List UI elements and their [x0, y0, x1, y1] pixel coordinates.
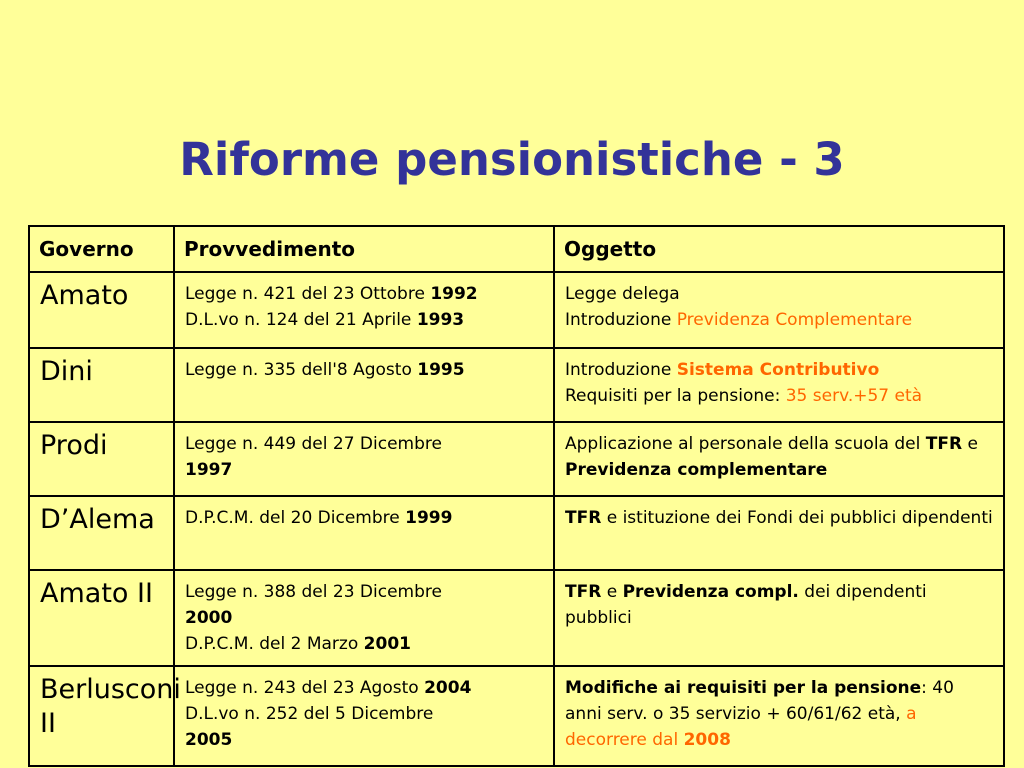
table-row	[29, 666, 1004, 766]
table-row	[29, 272, 1004, 348]
oggetto-line: TFR e istituzione dei Fondi dei pubblici dipendenti	[565, 508, 993, 528]
table-row	[29, 422, 1004, 496]
header-oggetto: Oggetto	[554, 226, 1004, 272]
provvedimento-cell	[174, 348, 554, 422]
provv-line: D.L.vo n. 252 del 5 Dicembre 2005	[185, 704, 434, 750]
table-header-row	[29, 226, 1004, 272]
header-provvedimento: Provvedimento	[174, 226, 554, 272]
oggetto-line: Introduzione Previdenza Complementare	[565, 310, 913, 330]
oggetto-cell	[554, 570, 1004, 666]
provv-line: Legge n. 335 dell'8 Agosto 1995	[185, 360, 465, 380]
reforms-table	[28, 225, 1005, 767]
slide-title: Riforme pensionistiche - 3	[179, 133, 845, 186]
provvedimento-cell	[174, 570, 554, 666]
oggetto-cell	[554, 272, 1004, 348]
provv-line: Legge n. 449 del 27 Dicembre 1997	[185, 434, 442, 480]
governo-cell: Amato	[29, 272, 174, 348]
provv-line: D.P.C.M. del 2 Marzo 2001	[185, 634, 411, 654]
oggetto-line: Modifiche ai requisiti per la pensione: 40 anni serv. o 35 servizio + 60/61/62 età, a decorrere dal 2008	[565, 678, 954, 750]
oggetto-cell	[554, 496, 1004, 570]
provv-line: D.L.vo n. 124 del 21 Aprile 1993	[185, 310, 465, 330]
governo-cell: Berlusconi II	[29, 666, 174, 766]
governo-cell: Amato II	[29, 570, 174, 666]
oggetto-cell	[554, 666, 1004, 766]
governo-cell: Prodi	[29, 422, 174, 496]
governo-cell: D’Alema	[29, 496, 174, 570]
oggetto-cell	[554, 348, 1004, 422]
header-governo: Governo	[29, 226, 174, 272]
governo-cell: Dini	[29, 348, 174, 422]
oggetto-line: Legge delega	[565, 284, 680, 304]
oggetto-cell	[554, 422, 1004, 496]
provv-line: D.P.C.M. del 20 Dicembre 1999	[185, 508, 453, 528]
table-row	[29, 348, 1004, 422]
oggetto-line: Applicazione al personale della scuola del TFR e Previdenza complementare	[565, 434, 978, 480]
oggetto-line: Requisiti per la pensione: 35 serv.+57 età	[565, 386, 923, 406]
provvedimento-cell	[174, 496, 554, 570]
oggetto-line: TFR e Previdenza compl. dei dipendenti pubblici	[565, 582, 927, 628]
provvedimento-cell	[174, 422, 554, 496]
provv-line: Legge n. 421 del 23 Ottobre 1992	[185, 284, 478, 304]
oggetto-line: Introduzione Sistema Contributivo	[565, 360, 880, 380]
provvedimento-cell	[174, 666, 554, 766]
provvedimento-cell	[174, 272, 554, 348]
table-row	[29, 496, 1004, 570]
provv-line: Legge n. 243 del 23 Agosto 2004	[185, 678, 472, 698]
provv-line: Legge n. 388 del 23 Dicembre 2000	[185, 582, 442, 628]
table-row	[29, 570, 1004, 666]
